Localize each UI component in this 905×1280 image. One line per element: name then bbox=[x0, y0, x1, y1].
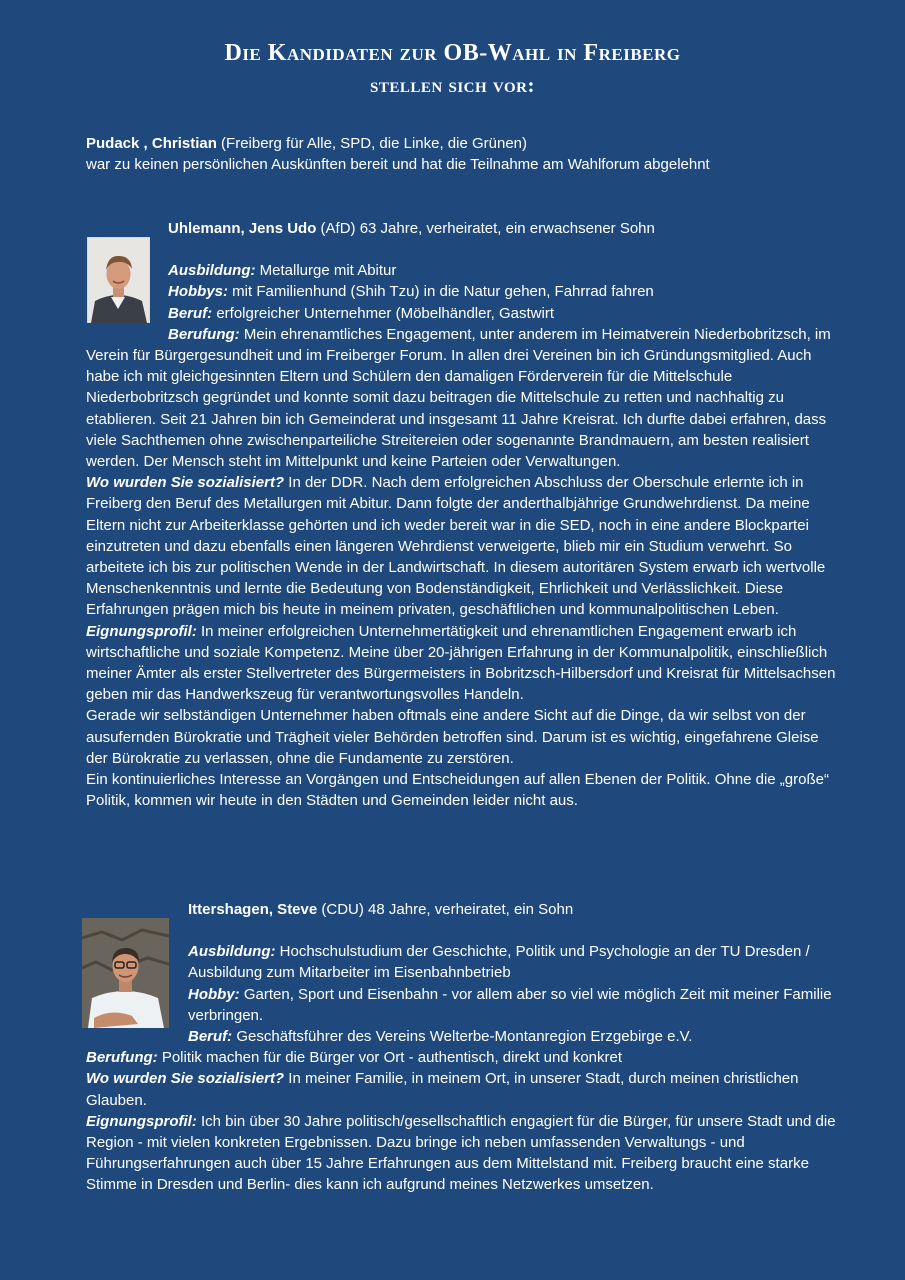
candidate-info: (CDU) 48 Jahre, verheiratet, ein Sohn bbox=[317, 901, 574, 918]
hobbys-text: mit Familienhund (Shih Tzu) in die Natur gehen, Fahrrad fahren bbox=[228, 283, 654, 301]
candidate-party: (Freiberg für Alle, SPD, die Linke, die Grünen) bbox=[216, 135, 528, 152]
hobby-label: Hobby: bbox=[188, 985, 240, 1003]
ausbildung-text: Metallurge mit Abitur bbox=[255, 262, 397, 280]
candidate-uhlemann bbox=[86, 218, 836, 811]
ausbildung-label: Ausbildung: bbox=[168, 262, 256, 280]
page-subtitle: stellen sich vor: bbox=[370, 73, 535, 97]
page-title: Die Kandidaten zur OB-Wahl in Freiberg bbox=[224, 40, 681, 66]
paragraph: Gerade wir selbständigen Unternehmer haben oftmals eine andere Sicht auf die Dinge, da wir selbst von der ausufernden Bürokratie und Trägheit vieler Behörden betroffen sind. Darum ist es wichtig, eingefahrene Gleise der Bürokratie zu verlassen, ohne die Fundamente zu zerstören. bbox=[86, 707, 819, 767]
candidate-note: war zu keinen persönlichen Auskünften bereit und hat die Teilnahme am Wahlforum abgelehnt bbox=[86, 156, 710, 174]
sozialisiert-text: In meiner Familie, in meinem Ort, in unserer Stadt, durch meinen christlichen Glauben. bbox=[86, 1070, 799, 1109]
candidate-name: Pudack , Christian bbox=[86, 135, 217, 152]
eignungsprofil-text: Ich bin über 30 Jahre politisch/gesellschaftlich engagiert für die Bürger, für unsere Stadt und die Region - mit vielen konkreten Ergebnissen. Dazu bringe ich neben umfassenden Verwaltungs - und Führungserfahrungen auch über 15 Jahre Erfahrungen aus dem Mittelstand mit. Freiberg braucht eine starke Stimme in Dresden und Berlin- dies kann ich aufgrund meines Netzwerkes umsetzen. bbox=[86, 1112, 836, 1194]
beruf-text: Geschäftsführer des Vereins Welterbe-Montanregion Erzgebirge e.V. bbox=[232, 1028, 693, 1046]
sozialisiert-text: In der DDR. Nach dem erfolgreichen Abschluss der Oberschule erlernte ich in Freiberg den Beruf des Metallurgen mit Abitur. Dann folgte der anderthalbjährige Grundwehrdienst. Da meine Eltern nicht zur Arbeiterklasse gehörten und ich weder bereit war in die SED, noch in eine andere Blockpartei einzutreten und dazu ebenfalls einen längeren Wehrdienst verweigerte, blieb mir ein Studium verwehrt. So arbeitete ich bis zur politischen Wende in der Landwirtschaft. In diesem autoritären System erwarb ich wertvolle Menschenkenntnis und lernte die Bedeutung von Bodenständigkeit, Ehrlichkeit und Verlässlichkeit. Diese Erfahrungen prägen mich bis heute in meinem privaten, geschäftlichen und kommunalpolitischen Leben. bbox=[86, 474, 826, 619]
candidate-name: Ittershagen, Steve bbox=[188, 901, 318, 918]
eignungsprofil-text: In meiner erfolgreichen Unternehmertätigkeit und ehrenamtlichen Engagement erwarb ich wirtschaftliche und soziale Kompetenz. Meine über 20-jährigen Erfahrung in der Kommunalpolitik, einschließlich meiner Ämter als erster Stellvertreter des Bürgermeisters in Bobritzsch-Hilbersdorf und Kreisrat für Mittelsachsen geben mir das Handwerkszeug für verantwortungsvolles Handeln. bbox=[86, 622, 836, 704]
candidate-pudack bbox=[86, 133, 836, 175]
beruf-text: erfolgreicher Unternehmer (Möbelhändler, Gastwirt bbox=[212, 304, 554, 322]
beruf-label: Beruf: bbox=[188, 1028, 233, 1046]
candidate-ittershagen bbox=[86, 899, 836, 1196]
eignungsprofil-label: Eignungsprofil: bbox=[86, 1112, 197, 1130]
beruf-label: Beruf: bbox=[168, 304, 213, 322]
berufung-label: Berufung: bbox=[168, 325, 240, 343]
eignungsprofil-label: Eignungsprofil: bbox=[86, 622, 197, 640]
sozialisiert-label: Wo wurden Sie sozialisiert? bbox=[86, 1070, 285, 1088]
sozialisiert-label: Wo wurden Sie sozialisiert? bbox=[86, 474, 285, 492]
ausbildung-text: Hochschulstudium der Geschichte, Politik und Psychologie an der TU Dresden / Ausbildung zum Mitarbeiter im Eisenbahnbetrieb bbox=[188, 943, 810, 982]
hobbys-label: Hobbys: bbox=[168, 283, 228, 301]
ausbildung-label: Ausbildung: bbox=[188, 943, 276, 961]
berufung-text: Politik machen für die Bürger vor Ort - authentisch, direkt und konkret bbox=[157, 1049, 623, 1067]
paragraph: Ein kontinuierliches Interesse an Vorgängen und Entscheidungen auf allen Ebenen der Politik. Ohne die „große“ Politik, kommen wir heute in den Städten und Gemeinden leider nicht aus. bbox=[86, 771, 829, 810]
hobby-text: Garten, Sport und Eisenbahn - vor allem aber so viel wie möglich Zeit mit meiner Familie verbringen. bbox=[188, 985, 832, 1024]
berufung-label: Berufung: bbox=[86, 1049, 158, 1067]
candidate-info: (AfD) 63 Jahre, verheiratet, ein erwachsener Sohn bbox=[316, 220, 655, 237]
candidate-name: Uhlemann, Jens Udo bbox=[168, 220, 317, 237]
berufung-text: Mein ehrenamtliches Engagement, unter anderem im Heimatverein Niederbobritzsch, im Verein für Bürgergesundheit und im Freiberger Forum. In allen drei Vereinen bin ich Gründungsmitglied. Auch habe ich mit gleichgesinnten Eltern und Schülern den damaligen Förderverein für die Mittelschule Niederbobritzsch gegründet und konnte somit dazu beitragen die Mittelschule zu retten und nachhaltig zu etablieren. Seit 21 Jahren bin ich Gemeinderat und insgesamt 11 Jahre Kreisrat. Ich durfte dabei erfahren, dass viele Sachthemen ohne zwischenparteiliche Streitereien oder sogenannte Brandmauern, am besten realisiert werden. Der Mensch steht im Mittelpunkt und keine Parteien oder Verwaltungen. bbox=[86, 325, 831, 471]
